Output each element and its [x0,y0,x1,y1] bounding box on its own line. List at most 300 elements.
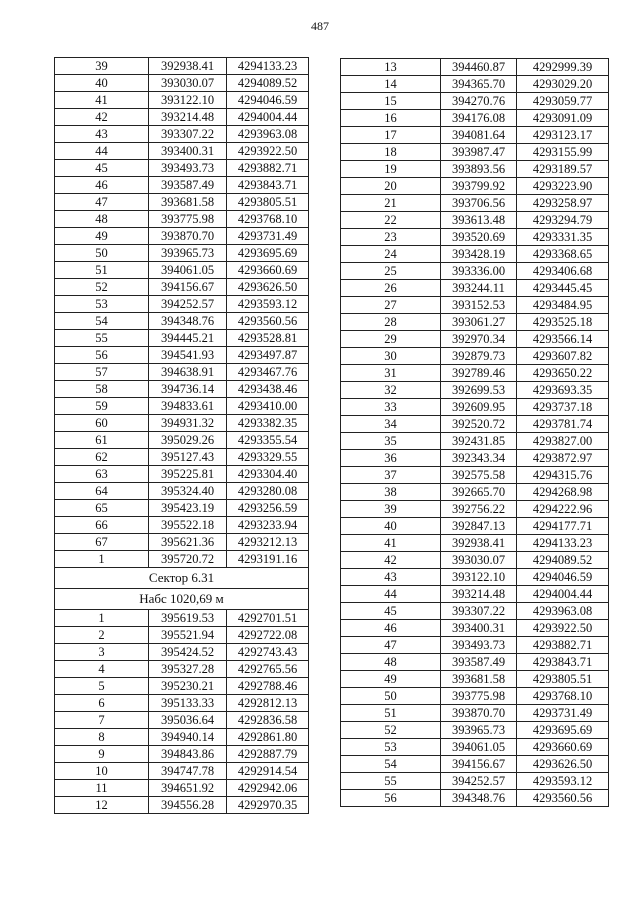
point-number: 1 [55,610,149,627]
point-number: 67 [55,534,149,551]
point-number: 35 [341,433,441,450]
x-coordinate: 393987.47 [441,144,517,161]
table-row [341,314,609,331]
y-coordinate: 4293922.50 [227,143,309,160]
table-row [341,552,609,569]
point-number: 52 [341,722,441,739]
x-coordinate: 393965.73 [149,245,227,262]
y-coordinate: 4293626.50 [227,279,309,296]
x-coordinate: 395424.52 [149,644,227,661]
y-coordinate: 4293304.40 [227,466,309,483]
x-coordinate: 395324.40 [149,483,227,500]
point-number: 54 [341,756,441,773]
point-number: 66 [55,517,149,534]
table-row [55,432,309,449]
table-row [55,534,309,551]
sector-subtitle: Набс 1020,69 м [55,589,309,610]
y-coordinate: 4293528.81 [227,330,309,347]
point-number: 53 [341,739,441,756]
table-row [341,484,609,501]
table-row [341,93,609,110]
point-number: 45 [341,603,441,620]
y-coordinate: 4293566.14 [517,331,609,348]
point-number: 2 [55,627,149,644]
table-row [55,330,309,347]
table-row [341,246,609,263]
table-row [55,160,309,177]
table-row [341,76,609,93]
x-coordinate: 393613.48 [441,212,517,229]
y-coordinate: 4293256.59 [227,500,309,517]
point-number: 47 [55,194,149,211]
x-coordinate: 393870.70 [149,228,227,245]
x-coordinate: 394061.05 [149,262,227,279]
table-row [55,296,309,313]
point-number: 48 [55,211,149,228]
y-coordinate: 4293525.18 [517,314,609,331]
x-coordinate: 394176.08 [441,110,517,127]
y-coordinate: 4293467.76 [227,364,309,381]
table-row [55,415,309,432]
y-coordinate: 4293922.50 [517,620,609,637]
point-number: 49 [55,228,149,245]
table-row [55,364,309,381]
table-row [341,178,609,195]
x-coordinate: 392879.73 [441,348,517,365]
x-coordinate: 394556.28 [149,797,227,814]
table-row [341,654,609,671]
table-row [341,348,609,365]
y-coordinate: 4294133.23 [227,58,309,75]
point-number: 14 [341,76,441,93]
x-coordinate: 392970.34 [441,331,517,348]
point-number: 53 [55,296,149,313]
point-number: 17 [341,127,441,144]
y-coordinate: 4293155.99 [517,144,609,161]
x-coordinate: 393587.49 [441,654,517,671]
point-number: 5 [55,678,149,695]
point-number: 44 [341,586,441,603]
table-row [341,195,609,212]
x-coordinate: 392847.13 [441,518,517,535]
y-coordinate: 4292942.06 [227,780,309,797]
right-coordinates-table [340,58,609,807]
point-number: 42 [55,109,149,126]
point-number: 25 [341,263,441,280]
point-number: 51 [55,262,149,279]
table-row [341,382,609,399]
y-coordinate: 4294315.76 [517,467,609,484]
y-coordinate: 4293560.56 [517,790,609,807]
y-coordinate: 4292836.58 [227,712,309,729]
point-number: 6 [55,695,149,712]
right-table-rows [341,59,609,807]
x-coordinate: 393030.07 [441,552,517,569]
point-number: 45 [55,160,149,177]
table-row [341,756,609,773]
point-number: 48 [341,654,441,671]
point-number: 27 [341,297,441,314]
point-number: 33 [341,399,441,416]
table-row [55,627,309,644]
x-coordinate: 394736.14 [149,381,227,398]
point-number: 36 [341,450,441,467]
y-coordinate: 4293223.90 [517,178,609,195]
table-row [341,620,609,637]
table-row [341,773,609,790]
point-number: 41 [55,92,149,109]
y-coordinate: 4293445.45 [517,280,609,297]
point-number: 9 [55,746,149,763]
point-number: 52 [55,279,149,296]
y-coordinate: 4293882.71 [227,160,309,177]
sector-title-row [55,568,309,589]
x-coordinate: 392343.34 [441,450,517,467]
x-coordinate: 395720.72 [149,551,227,568]
x-coordinate: 394270.76 [441,93,517,110]
table-row [55,763,309,780]
y-coordinate: 4293805.51 [517,671,609,688]
table-row [55,313,309,330]
x-coordinate: 395621.36 [149,534,227,551]
y-coordinate: 4293212.13 [227,534,309,551]
table-row [341,518,609,535]
x-coordinate: 393307.22 [149,126,227,143]
table-row [341,586,609,603]
x-coordinate: 393587.49 [149,177,227,194]
table-row [55,109,309,126]
y-coordinate: 4293963.08 [517,603,609,620]
y-coordinate: 4292970.35 [227,797,309,814]
table-row [341,790,609,807]
y-coordinate: 4293768.10 [517,688,609,705]
y-coordinate: 4293059.77 [517,93,609,110]
y-coordinate: 4293781.74 [517,416,609,433]
sector-header [55,568,309,610]
table-row [341,739,609,756]
y-coordinate: 4293650.22 [517,365,609,382]
point-number: 46 [341,620,441,637]
point-number: 56 [55,347,149,364]
y-coordinate: 4293593.12 [227,296,309,313]
point-number: 41 [341,535,441,552]
y-coordinate: 4293294.79 [517,212,609,229]
table-row [55,143,309,160]
table-row [341,229,609,246]
point-number: 39 [55,58,149,75]
x-coordinate: 393061.27 [441,314,517,331]
y-coordinate: 4293191.16 [227,551,309,568]
y-coordinate: 4293731.49 [227,228,309,245]
table-row [55,797,309,814]
x-coordinate: 394940.14 [149,729,227,746]
x-coordinate: 393493.73 [441,637,517,654]
point-number: 65 [55,500,149,517]
x-coordinate: 394460.87 [441,59,517,76]
point-number: 55 [341,773,441,790]
table-row [341,280,609,297]
y-coordinate: 4293963.08 [227,126,309,143]
table-row [55,449,309,466]
x-coordinate: 392699.53 [441,382,517,399]
y-coordinate: 4292701.51 [227,610,309,627]
y-coordinate: 4293660.69 [227,262,309,279]
x-coordinate: 393214.48 [149,109,227,126]
x-coordinate: 392938.41 [149,58,227,75]
point-number: 28 [341,314,441,331]
table-row [341,365,609,382]
table-row [341,127,609,144]
y-coordinate: 4292812.13 [227,695,309,712]
y-coordinate: 4293805.51 [227,194,309,211]
point-number: 54 [55,313,149,330]
point-number: 55 [55,330,149,347]
y-coordinate: 4293497.87 [227,347,309,364]
x-coordinate: 395029.26 [149,432,227,449]
table-row [55,695,309,712]
point-number: 60 [55,415,149,432]
x-coordinate: 393493.73 [149,160,227,177]
point-number: 31 [341,365,441,382]
x-coordinate: 394638.91 [149,364,227,381]
x-coordinate: 394081.64 [441,127,517,144]
table-row [55,500,309,517]
x-coordinate: 395619.53 [149,610,227,627]
x-coordinate: 395230.21 [149,678,227,695]
y-coordinate: 4293607.82 [517,348,609,365]
y-coordinate: 4292722.08 [227,627,309,644]
point-number: 20 [341,178,441,195]
point-number: 43 [55,126,149,143]
table-row [55,126,309,143]
table-row [341,399,609,416]
point-number: 44 [55,143,149,160]
point-number: 11 [55,780,149,797]
table-row [55,58,309,75]
point-number: 15 [341,93,441,110]
table-row [55,746,309,763]
point-number: 42 [341,552,441,569]
table-row [55,262,309,279]
x-coordinate: 393775.98 [441,688,517,705]
y-coordinate: 4293593.12 [517,773,609,790]
x-coordinate: 394156.67 [441,756,517,773]
table-row [55,398,309,415]
table-row [55,347,309,364]
table-row [341,688,609,705]
x-coordinate: 395423.19 [149,500,227,517]
point-number: 57 [55,364,149,381]
table-row [55,551,309,568]
x-coordinate: 394931.32 [149,415,227,432]
point-number: 50 [341,688,441,705]
y-coordinate: 4293029.20 [517,76,609,93]
y-coordinate: 4293329.55 [227,449,309,466]
sector-subtitle-row [55,589,309,610]
point-number: 43 [341,569,441,586]
y-coordinate: 4293560.56 [227,313,309,330]
x-coordinate: 395133.33 [149,695,227,712]
table-row [341,433,609,450]
page-number: 487 [311,19,329,33]
x-coordinate: 394252.57 [441,773,517,790]
table-row [341,671,609,688]
y-coordinate: 4294004.44 [227,109,309,126]
y-coordinate: 4293091.09 [517,110,609,127]
y-coordinate: 4294177.71 [517,518,609,535]
y-coordinate: 4293258.97 [517,195,609,212]
y-coordinate: 4294133.23 [517,535,609,552]
point-number: 7 [55,712,149,729]
point-number: 49 [341,671,441,688]
point-number: 51 [341,705,441,722]
table-row [341,59,609,76]
x-coordinate: 392520.72 [441,416,517,433]
table-row [341,212,609,229]
x-coordinate: 394348.76 [441,790,517,807]
table-row [55,729,309,746]
y-coordinate: 4293660.69 [517,739,609,756]
y-coordinate: 4292887.79 [227,746,309,763]
x-coordinate: 393400.31 [149,143,227,160]
table-row [341,263,609,280]
y-coordinate: 4293438.46 [227,381,309,398]
point-number: 39 [341,501,441,518]
x-coordinate: 393681.58 [441,671,517,688]
table-row [55,245,309,262]
table-row [55,661,309,678]
x-coordinate: 394541.93 [149,347,227,364]
y-coordinate: 4294268.98 [517,484,609,501]
table-row [55,644,309,661]
point-number: 8 [55,729,149,746]
x-coordinate: 394061.05 [441,739,517,756]
left-table-rows-top [55,58,309,568]
x-coordinate: 395521.94 [149,627,227,644]
y-coordinate: 4293484.95 [517,297,609,314]
y-coordinate: 4292999.39 [517,59,609,76]
point-number: 34 [341,416,441,433]
x-coordinate: 395225.81 [149,466,227,483]
table-row [341,569,609,586]
y-coordinate: 4294046.59 [517,569,609,586]
point-number: 1 [55,551,149,568]
x-coordinate: 394156.67 [149,279,227,296]
table-row [55,381,309,398]
y-coordinate: 4293827.00 [517,433,609,450]
y-coordinate: 4293280.08 [227,483,309,500]
left-table-rows-bottom [55,610,309,814]
x-coordinate: 394348.76 [149,313,227,330]
x-coordinate: 393122.10 [441,569,517,586]
y-coordinate: 4293368.65 [517,246,609,263]
point-number: 4 [55,661,149,678]
table-row [55,610,309,627]
point-number: 30 [341,348,441,365]
x-coordinate: 392431.85 [441,433,517,450]
x-coordinate: 393799.92 [441,178,517,195]
y-coordinate: 4293693.35 [517,382,609,399]
table-row [55,678,309,695]
point-number: 26 [341,280,441,297]
y-coordinate: 4294046.59 [227,92,309,109]
y-coordinate: 4293882.71 [517,637,609,654]
table-row [55,780,309,797]
point-number: 16 [341,110,441,127]
x-coordinate: 393030.07 [149,75,227,92]
point-number: 23 [341,229,441,246]
point-number: 13 [341,59,441,76]
y-coordinate: 4293695.69 [517,722,609,739]
x-coordinate: 393870.70 [441,705,517,722]
x-coordinate: 393152.53 [441,297,517,314]
table-row [341,603,609,620]
y-coordinate: 4293843.71 [517,654,609,671]
table-row [341,161,609,178]
y-coordinate: 4293189.57 [517,161,609,178]
table-row [55,712,309,729]
x-coordinate: 392938.41 [441,535,517,552]
point-number: 21 [341,195,441,212]
y-coordinate: 4293233.94 [227,517,309,534]
point-number: 10 [55,763,149,780]
point-number: 29 [341,331,441,348]
point-number: 64 [55,483,149,500]
y-coordinate: 4292743.43 [227,644,309,661]
x-coordinate: 394252.57 [149,296,227,313]
y-coordinate: 4293731.49 [517,705,609,722]
table-row [55,211,309,228]
y-coordinate: 4293626.50 [517,756,609,773]
point-number: 46 [55,177,149,194]
x-coordinate: 393428.19 [441,246,517,263]
y-coordinate: 4293331.35 [517,229,609,246]
table-row [341,705,609,722]
y-coordinate: 4293355.54 [227,432,309,449]
table-row [341,450,609,467]
point-number: 59 [55,398,149,415]
x-coordinate: 394651.92 [149,780,227,797]
x-coordinate: 393965.73 [441,722,517,739]
point-number: 18 [341,144,441,161]
point-number: 61 [55,432,149,449]
y-coordinate: 4293737.18 [517,399,609,416]
table-row [341,110,609,127]
x-coordinate: 393775.98 [149,211,227,228]
table-row [341,501,609,518]
x-coordinate: 395327.28 [149,661,227,678]
x-coordinate: 393706.56 [441,195,517,212]
point-number: 40 [55,75,149,92]
x-coordinate: 392665.70 [441,484,517,501]
y-coordinate: 4293406.68 [517,263,609,280]
table-row [55,75,309,92]
table-row [55,194,309,211]
table-row [341,637,609,654]
point-number: 50 [55,245,149,262]
table-row [341,144,609,161]
table-row [55,466,309,483]
point-number: 62 [55,449,149,466]
x-coordinate: 392756.22 [441,501,517,518]
table-row [55,92,309,109]
point-number: 19 [341,161,441,178]
y-coordinate: 4293695.69 [227,245,309,262]
x-coordinate: 394445.21 [149,330,227,347]
x-coordinate: 394365.70 [441,76,517,93]
x-coordinate: 393307.22 [441,603,517,620]
point-number: 56 [341,790,441,807]
